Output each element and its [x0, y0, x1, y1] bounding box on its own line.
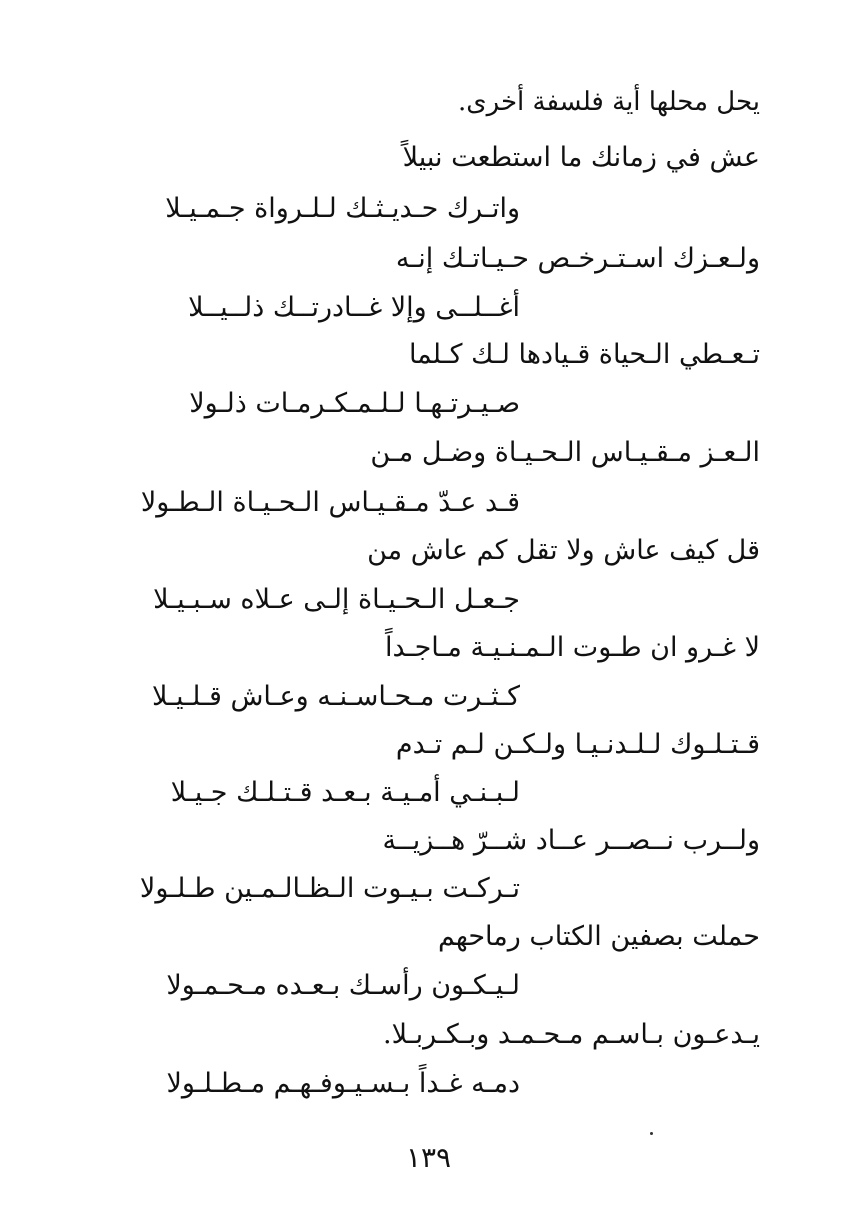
verse-8-first-hemistich: ولــرب نــصــر عــاد شــرّ هــزيــة	[382, 825, 760, 856]
verse-1-first-hemistich: عش في زمانك ما استطعت نبيلاً	[402, 142, 760, 173]
verse-5-second-hemistich: جـعـل الـحـيـاة إلـى عـلاه سـبـيـلا	[153, 584, 520, 615]
verse-9-first-hemistich: حملت بصفين الكتاب رماحهم	[437, 921, 760, 952]
verse-2-second-hemistich: أغــلــى وإلا غــادرتــك ذلــيــلا	[188, 292, 520, 323]
verse-2-first-hemistich: ولـعـزك اسـتـرخـص حـيـاتـك إنـه	[395, 243, 760, 274]
verse-6-second-hemistich: كـثـرت مـحـاسـنـه وعـاش قـلـيـلا	[152, 681, 520, 712]
verse-3-first-hemistich: تـعـطي الـحياة قـيادها لـك كـلما	[408, 339, 760, 370]
verse-3-second-hemistich: صـيـرتـهـا لـلـمـكـرمـات ذلـولا	[189, 388, 520, 419]
verse-7-first-hemistich: قـتـلـوك لـلـدنـيـا ولـكـن لـم تـدم	[395, 729, 760, 760]
verse-7-second-hemistich: لـبـنـي أمـيـة بـعـد قـتـلـك جـيـلا	[170, 777, 520, 808]
verse-4-first-hemistich: الـعـز مـقـيـاس الـحـيـاة وضـل مـن	[370, 437, 760, 468]
verse-1-second-hemistich: واتـرك حـديـثـك لـلـرواة جـمـيـلا	[165, 193, 520, 224]
print-speck	[650, 1132, 653, 1135]
verse-4-second-hemistich: قـد عـدّ مـقـيـاس الـحـيـاة الـطـولا	[140, 487, 520, 518]
page-number: ١٣٩	[405, 1141, 452, 1174]
verse-10-first-hemistich: يـدعـون بـاسـم مـحـمـد وبـكـربـلا.	[383, 1019, 760, 1050]
intro-prose-line: يحل محلها أية فلسفة أخرى.	[458, 87, 760, 117]
verse-9-second-hemistich: لـيـكـون رأسـك بـعـده مـحـمـولا	[166, 970, 520, 1001]
verse-8-second-hemistich: تـركـت بـيـوت الـظـالـمـين طـلـولا	[139, 873, 520, 904]
verse-5-first-hemistich: قل كيف عاش ولا تقل كم عاش من	[367, 535, 760, 566]
verse-6-first-hemistich: لا غـرو ان طـوت الـمـنـيـة مـاجـداً	[385, 632, 760, 663]
verse-10-second-hemistich: دمـه غـداً بـسـيـوفـهـم مـطـلـولا	[166, 1068, 520, 1099]
